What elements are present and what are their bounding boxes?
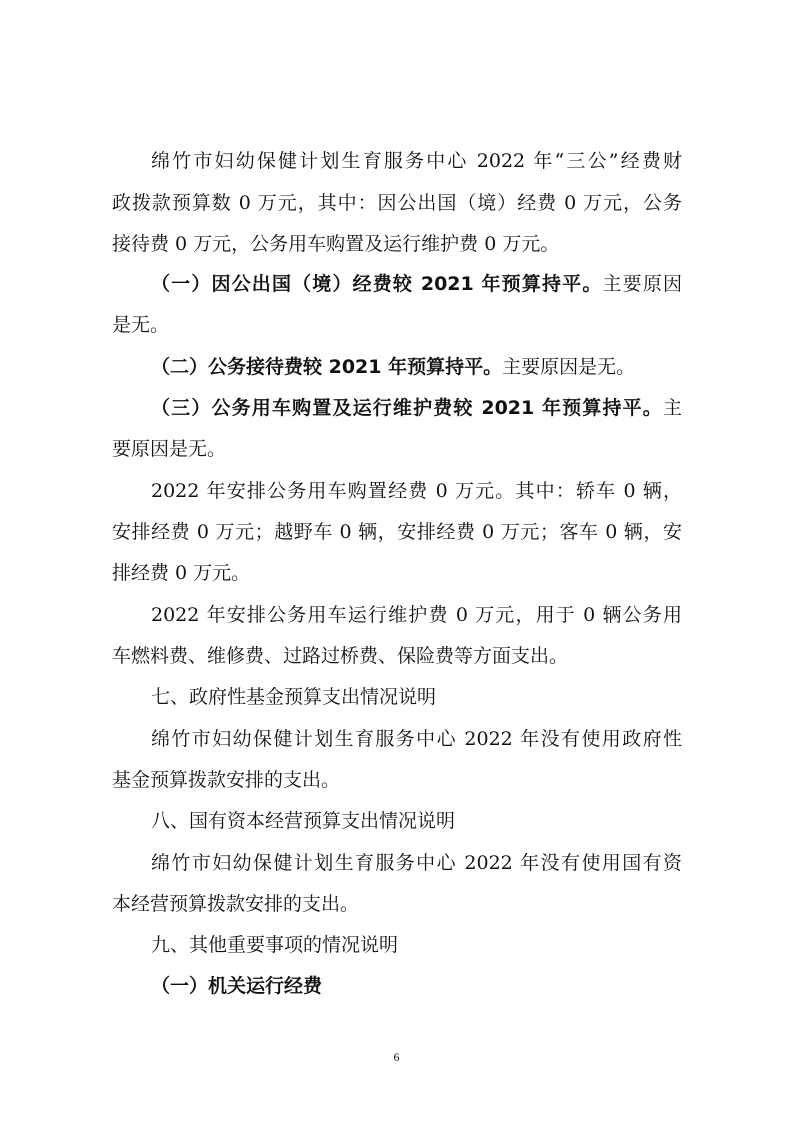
- section-heading-other-matters: 九、其他重要事项的情况说明: [151, 934, 399, 956]
- section-heading-state-capital: 八、国有资本经营预算支出情况说明: [151, 810, 456, 832]
- item-reception-line: [151, 355, 682, 379]
- item-vehicle-reason: 主: [662, 397, 682, 419]
- paragraph-state-capital-line-2: 本经营预算拨款安排的支出。: [112, 893, 360, 915]
- item-reception-reason: 主要原因是无。: [502, 356, 636, 378]
- item-vehicle-bold: （三）公务用车购置及运行维护费较 2021 年预算持平。: [151, 397, 663, 419]
- section-heading-government-fund: 七、政府性基金预算支出情况说明: [151, 686, 437, 708]
- paragraph-vehicle-purchase-line-1: 2022 年安排公务用车购置经费 0 万元。其中：轿车 0 辆，: [151, 480, 682, 502]
- paragraph-state-capital-line-1: 绵竹市妇幼保健计划生育服务中心 2022 年没有使用国有资: [151, 852, 682, 874]
- item-abroad-reason: 主要原因: [602, 273, 682, 295]
- item-vehicle-line-2: 要原因是无。: [112, 438, 227, 460]
- subsection-heading-operating-costs: （一）机关运行经费: [151, 975, 323, 997]
- paragraph-three-public-line-3: 接待费 0 万元，公务用车购置及运行维护费 0 万元。: [112, 233, 560, 255]
- paragraph-vehicle-maintenance-line-1: 2022 年安排公务用车运行维护费 0 万元，用于 0 辆公务用: [151, 604, 682, 626]
- item-abroad-bold: （一）因公出国（境）经费较 2021 年预算持平。: [151, 273, 603, 295]
- item-reception-bold: （二）公务接待费较 2021 年预算持平。: [151, 356, 503, 378]
- page-number: 6: [393, 1050, 400, 1064]
- paragraph-three-public-line-1: 绵竹市妇幼保健计划生育服务中心 2022 年“三公”经费财: [151, 150, 682, 172]
- paragraph-vehicle-maintenance-line-2: 车燃料费、维修费、过路过桥费、保险费等方面支出。: [112, 645, 569, 667]
- paragraph-vehicle-purchase-line-2: 安排经费 0 万元；越野车 0 辆，安排经费 0 万元；客车 0 辆，安: [112, 521, 682, 543]
- item-abroad-line-2: 是无。: [112, 314, 170, 336]
- paragraph-three-public-line-2: 政拨款预算数 0 万元，其中：因公出国（境）经费 0 万元，公务: [112, 192, 682, 214]
- item-abroad-line-1: [151, 272, 682, 296]
- item-vehicle-line-1: [151, 396, 682, 420]
- paragraph-government-fund-line-2: 基金预算拨款安排的支出。: [112, 769, 341, 791]
- paragraph-vehicle-purchase-line-3: 排经费 0 万元。: [112, 562, 251, 584]
- paragraph-government-fund-line-1: 绵竹市妇幼保健计划生育服务中心 2022 年没有使用政府性: [151, 728, 682, 750]
